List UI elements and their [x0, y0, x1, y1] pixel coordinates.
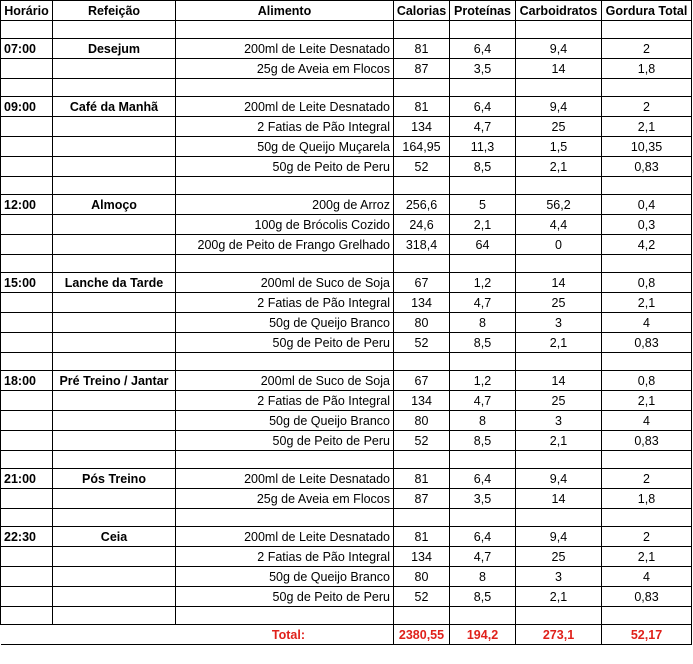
fat-value: 2 — [602, 97, 692, 117]
empty-cell — [53, 353, 176, 371]
food-name: 25g de Aveia em Flocos — [176, 59, 394, 79]
carbs-value: 14 — [516, 273, 602, 293]
calories-value: 52 — [394, 333, 450, 353]
table-row — [1, 235, 692, 255]
empty-cell — [1, 293, 53, 313]
meal-name: Desejum — [53, 39, 176, 59]
empty-cell — [53, 607, 176, 625]
empty-cell — [1, 489, 53, 509]
food-name: 25g de Aveia em Flocos — [176, 489, 394, 509]
meal-time: 09:00 — [1, 97, 53, 117]
empty-cell — [516, 607, 602, 625]
fat-value: 4 — [602, 567, 692, 587]
calories-value: 67 — [394, 371, 450, 391]
empty-cell — [53, 547, 176, 567]
meal-name: Café da Manhã — [53, 97, 176, 117]
calories-value: 318,4 — [394, 235, 450, 255]
carbs-value: 56,2 — [516, 195, 602, 215]
empty-cell — [450, 607, 516, 625]
empty-cell — [1, 177, 53, 195]
empty-cell — [53, 215, 176, 235]
empty-cell — [602, 177, 692, 195]
meal-name: Pós Treino — [53, 469, 176, 489]
calories-value: 87 — [394, 489, 450, 509]
calories-value: 24,6 — [394, 215, 450, 235]
fat-value: 0,8 — [602, 371, 692, 391]
meal-time: 22:30 — [1, 527, 53, 547]
carbs-value: 3 — [516, 567, 602, 587]
empty-cell — [1, 79, 53, 97]
fat-value: 0,83 — [602, 587, 692, 607]
meal-time: 21:00 — [1, 469, 53, 489]
fat-value: 2,1 — [602, 293, 692, 313]
empty-cell — [176, 451, 394, 469]
table-row — [1, 313, 692, 333]
empty-cell — [1, 235, 53, 255]
carbs-value: 0 — [516, 235, 602, 255]
table-row — [1, 587, 692, 607]
header-row — [1, 1, 692, 21]
table-row — [1, 489, 692, 509]
header-alimento: Alimento — [176, 1, 394, 21]
empty-cell — [516, 79, 602, 97]
spacer-row — [1, 451, 692, 469]
food-name: 2 Fatias de Pão Integral — [176, 391, 394, 411]
protein-value: 3,5 — [450, 59, 516, 79]
empty-cell — [53, 157, 176, 177]
meal-time: 18:00 — [1, 371, 53, 391]
empty-cell — [176, 255, 394, 273]
empty-cell — [394, 509, 450, 527]
calories-value: 80 — [394, 313, 450, 333]
empty-cell — [1, 333, 53, 353]
fat-value: 0,83 — [602, 333, 692, 353]
empty-cell — [176, 79, 394, 97]
empty-cell — [1, 607, 53, 625]
empty-cell — [53, 255, 176, 273]
protein-value: 4,7 — [450, 117, 516, 137]
fat-value: 0,83 — [602, 157, 692, 177]
empty-cell — [53, 625, 176, 645]
empty-cell — [394, 255, 450, 273]
empty-cell — [1, 313, 53, 333]
empty-cell — [394, 353, 450, 371]
empty-cell — [450, 353, 516, 371]
calories-value: 67 — [394, 273, 450, 293]
food-name: 200ml de Leite Desnatado — [176, 97, 394, 117]
empty-cell — [1, 391, 53, 411]
empty-cell — [1, 411, 53, 431]
total-row — [1, 625, 692, 645]
meal-name: Lanche da Tarde — [53, 273, 176, 293]
carbs-value: 2,1 — [516, 431, 602, 451]
empty-cell — [53, 137, 176, 157]
protein-value: 11,3 — [450, 137, 516, 157]
empty-cell — [516, 255, 602, 273]
food-name: 200ml de Leite Desnatado — [176, 469, 394, 489]
protein-value: 8,5 — [450, 587, 516, 607]
protein-value: 8,5 — [450, 431, 516, 451]
meal-name: Ceia — [53, 527, 176, 547]
empty-cell — [602, 607, 692, 625]
meal-time: 15:00 — [1, 273, 53, 293]
empty-cell — [394, 177, 450, 195]
empty-cell — [53, 489, 176, 509]
header-gordura-total: Gordura Total — [602, 1, 692, 21]
empty-cell — [450, 255, 516, 273]
empty-cell — [1, 567, 53, 587]
empty-cell — [602, 21, 692, 39]
fat-value: 1,8 — [602, 489, 692, 509]
calories-value: 134 — [394, 547, 450, 567]
calories-value: 52 — [394, 431, 450, 451]
empty-cell — [450, 451, 516, 469]
empty-cell — [1, 117, 53, 137]
empty-cell — [176, 21, 394, 39]
table-row — [1, 273, 692, 293]
table-row — [1, 391, 692, 411]
table-row — [1, 567, 692, 587]
meal-name: Almoço — [53, 195, 176, 215]
header-horario: Horário — [1, 1, 53, 21]
empty-cell — [1, 215, 53, 235]
protein-value: 4,7 — [450, 391, 516, 411]
empty-cell — [602, 509, 692, 527]
fat-value: 2 — [602, 39, 692, 59]
fat-value: 4,2 — [602, 235, 692, 255]
spacer-row — [1, 21, 692, 39]
empty-cell — [1, 547, 53, 567]
spacer-row — [1, 607, 692, 625]
table-row — [1, 215, 692, 235]
protein-value: 4,7 — [450, 547, 516, 567]
calories-value: 134 — [394, 117, 450, 137]
carbs-value: 25 — [516, 391, 602, 411]
protein-value: 64 — [450, 235, 516, 255]
table-row — [1, 371, 692, 391]
carbs-value: 25 — [516, 547, 602, 567]
empty-cell — [516, 509, 602, 527]
calories-value: 81 — [394, 527, 450, 547]
spacer-row — [1, 353, 692, 371]
empty-cell — [1, 451, 53, 469]
table-row — [1, 137, 692, 157]
carbs-value: 2,1 — [516, 587, 602, 607]
food-name: 50g de Peito de Peru — [176, 587, 394, 607]
empty-cell — [602, 451, 692, 469]
calories-value: 80 — [394, 567, 450, 587]
protein-value: 8,5 — [450, 333, 516, 353]
meal-name: Pré Treino / Jantar — [53, 371, 176, 391]
protein-value: 2,1 — [450, 215, 516, 235]
empty-cell — [516, 177, 602, 195]
protein-value: 6,4 — [450, 469, 516, 489]
food-name: 50g de Queijo Branco — [176, 313, 394, 333]
carbs-value: 9,4 — [516, 527, 602, 547]
spacer-row — [1, 79, 692, 97]
protein-value: 3,5 — [450, 489, 516, 509]
carbs-value: 4,4 — [516, 215, 602, 235]
empty-cell — [1, 587, 53, 607]
carbs-value: 2,1 — [516, 333, 602, 353]
empty-cell — [53, 391, 176, 411]
food-name: 200ml de Leite Desnatado — [176, 527, 394, 547]
header-refeicao: Refeição — [53, 1, 176, 21]
food-name: 2 Fatias de Pão Integral — [176, 117, 394, 137]
empty-cell — [516, 21, 602, 39]
carbs-value: 9,4 — [516, 39, 602, 59]
spacer-row — [1, 509, 692, 527]
total-carbs: 273,1 — [516, 625, 602, 645]
empty-cell — [1, 21, 53, 39]
empty-cell — [53, 567, 176, 587]
empty-cell — [394, 21, 450, 39]
table-body — [1, 21, 692, 645]
empty-cell — [602, 353, 692, 371]
protein-value: 6,4 — [450, 39, 516, 59]
empty-cell — [516, 353, 602, 371]
empty-cell — [1, 353, 53, 371]
empty-cell — [53, 79, 176, 97]
carbs-value: 9,4 — [516, 97, 602, 117]
empty-cell — [53, 293, 176, 313]
food-name: 100g de Brócolis Cozido — [176, 215, 394, 235]
table-row — [1, 117, 692, 137]
carbs-value: 14 — [516, 371, 602, 391]
empty-cell — [176, 353, 394, 371]
empty-cell — [450, 509, 516, 527]
empty-cell — [450, 177, 516, 195]
empty-cell — [1, 431, 53, 451]
spacer-row — [1, 177, 692, 195]
fat-value: 2,1 — [602, 391, 692, 411]
calories-value: 164,95 — [394, 137, 450, 157]
empty-cell — [53, 431, 176, 451]
food-name: 200g de Peito de Frango Grelhado — [176, 235, 394, 255]
food-name: 200ml de Suco de Soja — [176, 371, 394, 391]
header-calorias: Calorias — [394, 1, 450, 21]
empty-cell — [394, 607, 450, 625]
food-name: 50g de Queijo Branco — [176, 567, 394, 587]
carbs-value: 2,1 — [516, 157, 602, 177]
calories-value: 80 — [394, 411, 450, 431]
empty-cell — [176, 177, 394, 195]
table-row — [1, 469, 692, 489]
table-row — [1, 411, 692, 431]
total-label: Total: — [176, 625, 394, 645]
table-row — [1, 431, 692, 451]
carbs-value: 25 — [516, 293, 602, 313]
calories-value: 134 — [394, 391, 450, 411]
carbs-value: 3 — [516, 411, 602, 431]
empty-cell — [516, 451, 602, 469]
protein-value: 1,2 — [450, 273, 516, 293]
fat-value: 2 — [602, 469, 692, 489]
table-row — [1, 547, 692, 567]
fat-value: 2,1 — [602, 117, 692, 137]
fat-value: 4 — [602, 313, 692, 333]
empty-cell — [394, 79, 450, 97]
empty-cell — [53, 117, 176, 137]
calories-value: 134 — [394, 293, 450, 313]
food-name: 2 Fatias de Pão Integral — [176, 293, 394, 313]
protein-value: 6,4 — [450, 97, 516, 117]
empty-cell — [1, 59, 53, 79]
empty-cell — [53, 177, 176, 195]
empty-cell — [450, 79, 516, 97]
empty-cell — [1, 509, 53, 527]
fat-value: 2,1 — [602, 547, 692, 567]
fat-value: 4 — [602, 411, 692, 431]
food-name: 2 Fatias de Pão Integral — [176, 547, 394, 567]
calories-value: 87 — [394, 59, 450, 79]
empty-cell — [1, 625, 53, 645]
food-name: 50g de Queijo Muçarela — [176, 137, 394, 157]
table-row — [1, 157, 692, 177]
empty-cell — [53, 411, 176, 431]
protein-value: 8 — [450, 411, 516, 431]
protein-value: 8,5 — [450, 157, 516, 177]
table-row — [1, 59, 692, 79]
food-name: 50g de Peito de Peru — [176, 431, 394, 451]
fat-value: 1,8 — [602, 59, 692, 79]
fat-value: 0,3 — [602, 215, 692, 235]
fat-value: 0,83 — [602, 431, 692, 451]
empty-cell — [176, 607, 394, 625]
carbs-value: 14 — [516, 489, 602, 509]
food-name: 200ml de Leite Desnatado — [176, 39, 394, 59]
carbs-value: 14 — [516, 59, 602, 79]
total-protein: 194,2 — [450, 625, 516, 645]
carbs-value: 3 — [516, 313, 602, 333]
header-proteinas: Proteínas — [450, 1, 516, 21]
empty-cell — [53, 235, 176, 255]
empty-cell — [53, 313, 176, 333]
carbs-value: 9,4 — [516, 469, 602, 489]
calories-value: 52 — [394, 587, 450, 607]
empty-cell — [1, 157, 53, 177]
empty-cell — [53, 21, 176, 39]
empty-cell — [602, 255, 692, 273]
empty-cell — [53, 59, 176, 79]
protein-value: 6,4 — [450, 527, 516, 547]
protein-value: 5 — [450, 195, 516, 215]
empty-cell — [1, 255, 53, 273]
food-name: 50g de Peito de Peru — [176, 157, 394, 177]
empty-cell — [53, 509, 176, 527]
food-name: 200ml de Suco de Soja — [176, 273, 394, 293]
protein-value: 4,7 — [450, 293, 516, 313]
fat-value: 0,8 — [602, 273, 692, 293]
carbs-value: 1,5 — [516, 137, 602, 157]
fat-value: 2 — [602, 527, 692, 547]
calories-value: 81 — [394, 39, 450, 59]
protein-value: 8 — [450, 567, 516, 587]
food-name: 200g de Arroz — [176, 195, 394, 215]
header-carboidratos: Carboidratos — [516, 1, 602, 21]
table-row — [1, 333, 692, 353]
spacer-row — [1, 255, 692, 273]
empty-cell — [53, 333, 176, 353]
calories-value: 81 — [394, 469, 450, 489]
calories-value: 81 — [394, 97, 450, 117]
calories-value: 256,6 — [394, 195, 450, 215]
protein-value: 8 — [450, 313, 516, 333]
meal-time: 12:00 — [1, 195, 53, 215]
food-name: 50g de Queijo Branco — [176, 411, 394, 431]
calories-value: 52 — [394, 157, 450, 177]
table-row — [1, 293, 692, 313]
empty-cell — [53, 451, 176, 469]
empty-cell — [53, 587, 176, 607]
table-row — [1, 97, 692, 117]
total-calories: 2380,55 — [394, 625, 450, 645]
empty-cell — [450, 21, 516, 39]
meal-time: 07:00 — [1, 39, 53, 59]
table-row — [1, 39, 692, 59]
fat-value: 10,35 — [602, 137, 692, 157]
empty-cell — [176, 509, 394, 527]
protein-value: 1,2 — [450, 371, 516, 391]
table-row — [1, 527, 692, 547]
empty-cell — [602, 79, 692, 97]
carbs-value: 25 — [516, 117, 602, 137]
fat-value: 0,4 — [602, 195, 692, 215]
food-name: 50g de Peito de Peru — [176, 333, 394, 353]
empty-cell — [1, 137, 53, 157]
table-row — [1, 195, 692, 215]
total-fat: 52,17 — [602, 625, 692, 645]
empty-cell — [394, 451, 450, 469]
